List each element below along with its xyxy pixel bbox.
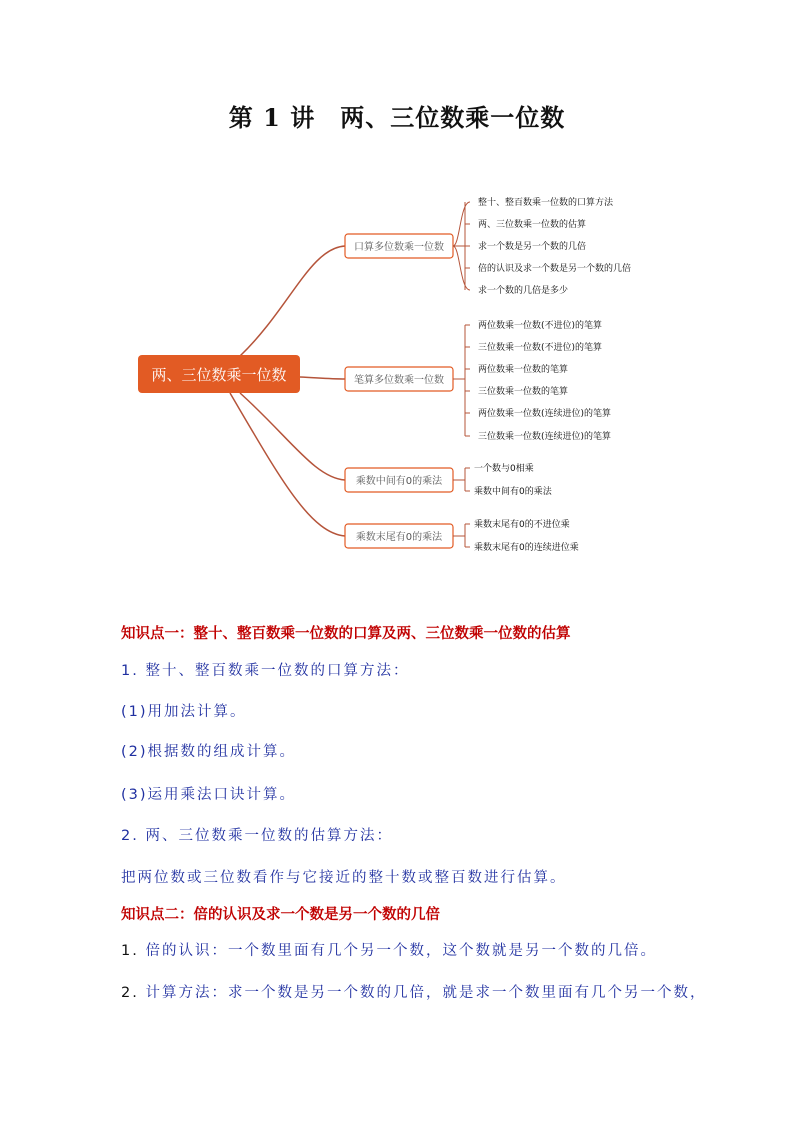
leaf-2-3: 两位数乘一位数的笔算: [478, 365, 569, 375]
leaf-1-3: 求一个数是另一个数的几倍: [478, 242, 587, 252]
kp1-line-4: (3)运用乘法口诀计算。: [121, 787, 297, 803]
leaf-3-1: 一个数与0相乘: [474, 464, 534, 474]
branch-node-2-label: 笔算多位数乘一位数: [354, 375, 444, 386]
mind-map: [130, 188, 650, 568]
leaf-2-4: 三位数乘一位数的笔算: [478, 387, 569, 397]
kp2-line-1-text: 倍的认识：一个数里面有几个另一个数，这个数就是另一个数的几倍。: [145, 943, 657, 959]
leaf-4-1: 乘数末尾有0的不进位乘: [474, 520, 570, 530]
leaf-4-2: 乘数末尾有0的连续进位乘: [474, 543, 579, 553]
connector-root-branch-1: [240, 246, 345, 356]
leaf-1-2: 两、三位数乘一位数的估算: [478, 220, 587, 230]
kp2-line-2-number: 2.: [121, 985, 146, 1001]
kp1-line-2: (1)用加法计算。: [121, 704, 247, 720]
leaf-2-6: 三位数乘一位数(连续进位)的笔算: [478, 432, 612, 442]
connector-root-branch-4: [230, 393, 345, 536]
leaf-2-5: 两位数乘一位数(连续进位)的笔算: [478, 409, 612, 419]
kp1-line-5: 2. 两、三位数乘一位数的估算方法：: [121, 828, 393, 844]
leaf-2-2: 三位数乘一位数(不进位)的笔算: [478, 343, 603, 353]
kp2-line-1: [121, 939, 657, 960]
leaf-2-1: 两位数乘一位数(不进位)的笔算: [478, 321, 603, 331]
leaf-1-1: 整十、整百数乘一位数的口算方法: [478, 198, 614, 208]
page-title: 第 1 讲 两、三位数乘一位数: [228, 103, 566, 132]
kp2-line-1-number: 1.: [121, 943, 146, 959]
leaf-1-5: 求一个数的几倍是多少: [478, 286, 569, 296]
kp1-line-6: 把两位数或三位数看作与它接近的整十数或整百数进行估算。: [121, 870, 567, 886]
connector-root-branch-2: [300, 377, 345, 379]
kp2-line-2-text: 计算方法：求一个数是另一个数的几倍，就是求一个数里面有几个另一个数，: [145, 985, 707, 1001]
leaf-3-2: 乘数中间有0的乘法: [474, 487, 552, 497]
branch-node-1-label: 口算多位数乘一位数: [354, 242, 444, 253]
branch-node-4-label: 乘数末尾有0的乘法: [355, 532, 443, 543]
root-node-label: 两、三位数乘一位数: [151, 366, 287, 384]
branch-node-3-label: 乘数中间有0的乘法: [355, 476, 443, 487]
kp2-line-2: [121, 981, 706, 1002]
bracket-branch-1: [453, 202, 470, 290]
kp1-line-1: 1. 整十、整百数乘一位数的口算方法：: [121, 663, 410, 679]
knowledge-point-1-heading: 知识点一：整十、整百数乘一位数的口算及两、三位数乘一位数的估算: [121, 625, 571, 642]
knowledge-point-2-heading: 知识点二：倍的认识及求一个数是另一个数的几倍: [121, 906, 440, 923]
kp1-line-3: (2)根据数的组成计算。: [121, 744, 297, 760]
leaf-1-4: 倍的认识及求一个数是另一个数的几倍: [478, 264, 632, 274]
